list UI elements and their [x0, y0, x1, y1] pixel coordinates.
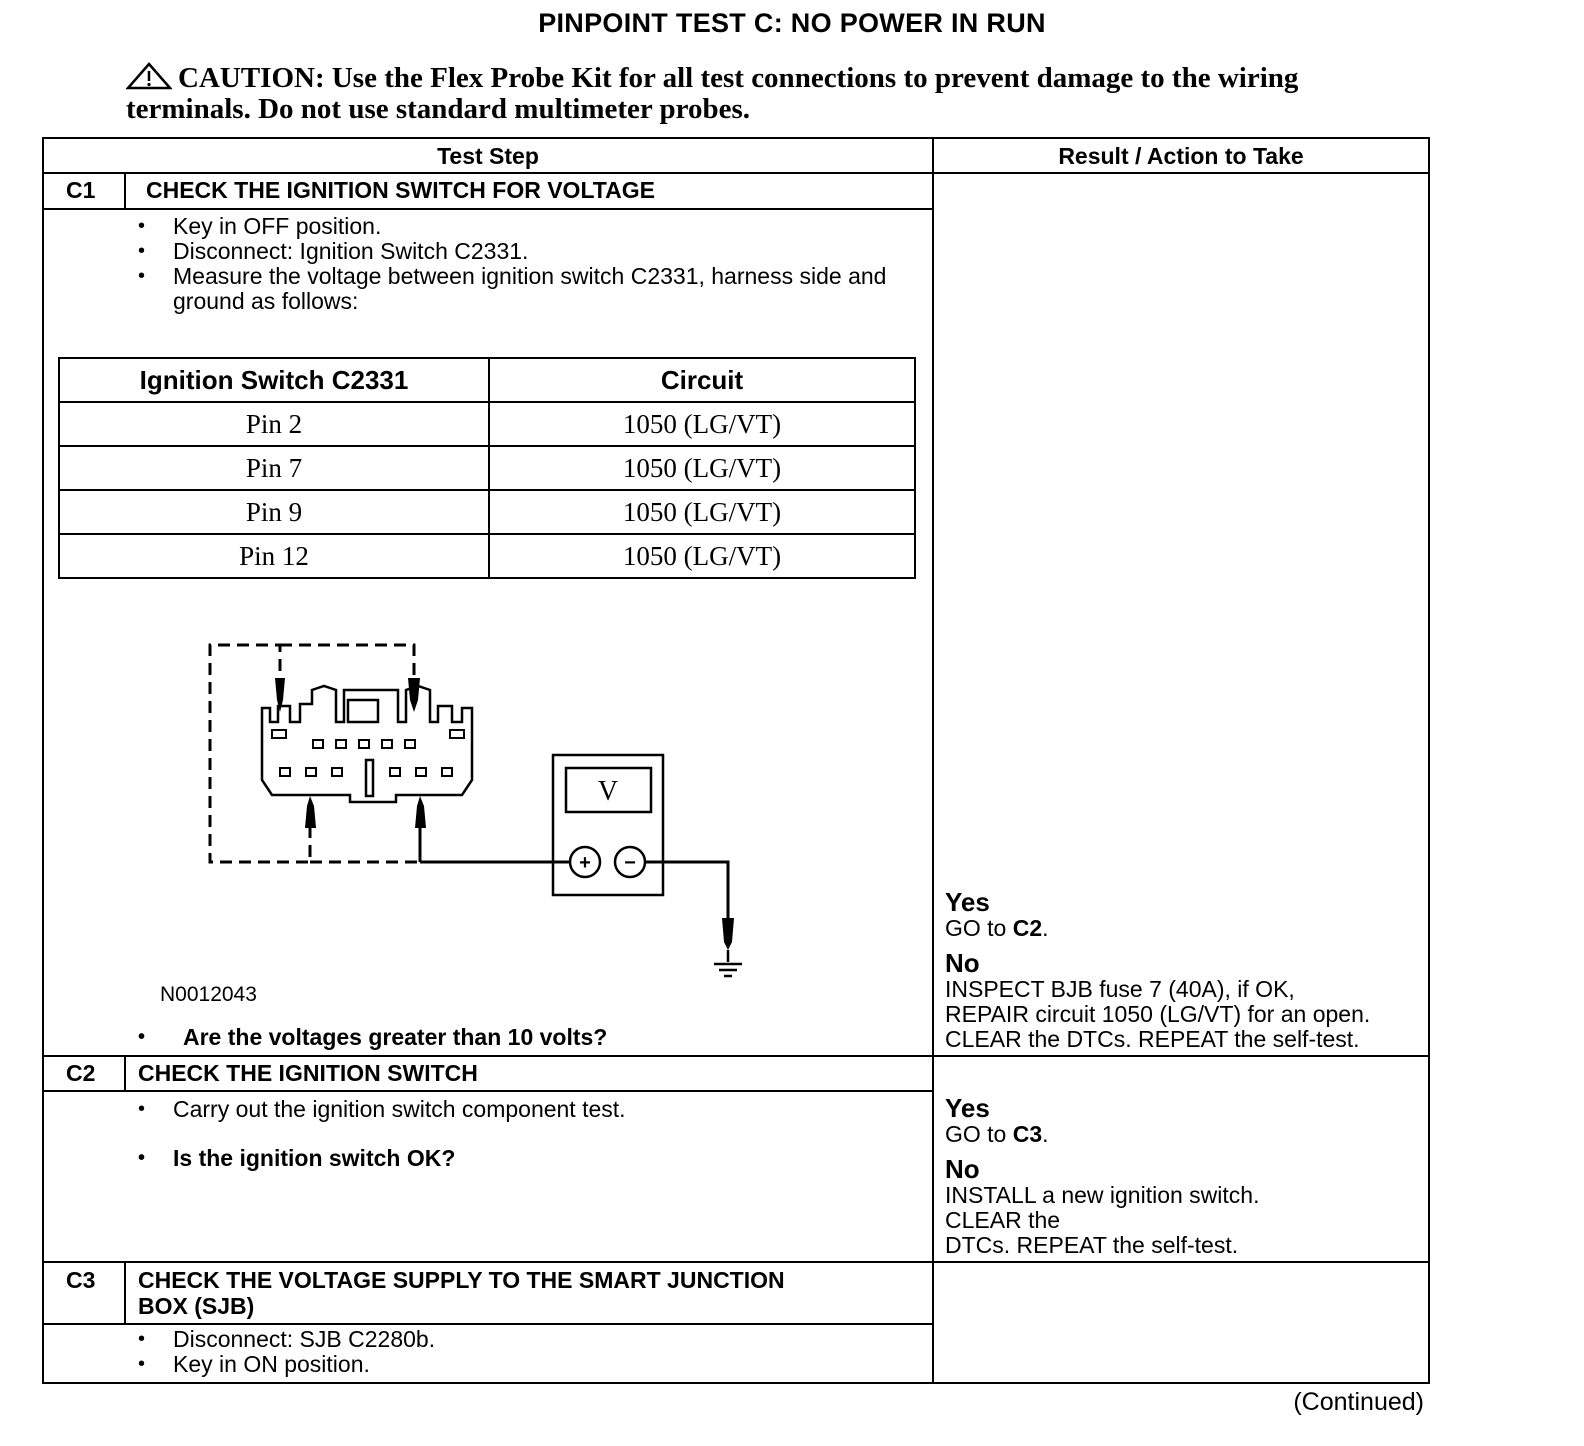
action-item: • Key in ON position.	[138, 1352, 898, 1377]
c3-title-divider	[42, 1323, 933, 1325]
dashed-jumper-lines	[210, 645, 420, 862]
no-label: No	[945, 1154, 980, 1184]
id-divider-c2	[124, 1056, 126, 1092]
pin-cell: Pin 2	[59, 402, 489, 446]
continued-label: (Continued)	[1293, 1388, 1424, 1416]
yes-target: C3	[1012, 1121, 1043, 1147]
no-action-line: REPAIR circuit 1050 (LG/VT) for an open.	[945, 1001, 1371, 1027]
no-label: No	[945, 948, 980, 978]
action-item: • Measure the voltage between ignition switch C2331, harness side and ground as follows:	[138, 264, 898, 314]
step-title-c3	[138, 1267, 785, 1319]
header-test-step: Test Step	[437, 143, 539, 169]
multimeter	[553, 755, 663, 895]
step-id-c3: C3	[66, 1267, 96, 1293]
yes-label: Yes	[945, 1093, 990, 1123]
circuit-cell: 1050 (LG/VT)	[489, 402, 915, 446]
circuit-cell: 1050 (LG/VT)	[489, 490, 915, 534]
step-actions-c2	[138, 1097, 898, 1171]
connector-terminals	[272, 730, 464, 776]
step-id-c1: C1	[66, 177, 96, 203]
column-divider	[932, 137, 934, 1384]
step-actions-c3	[138, 1327, 898, 1377]
c2-title-divider	[42, 1090, 933, 1092]
yes-action: GO to C2.	[945, 915, 1049, 941]
connector-c2331	[262, 686, 472, 802]
header-result-action: Result / Action to Take	[1058, 143, 1304, 169]
yes-action: GO to C3.	[945, 1121, 1049, 1147]
circuit-cell: 1050 (LG/VT)	[489, 446, 915, 490]
meter-display: V	[597, 776, 619, 807]
yes-target: C2	[1012, 915, 1043, 941]
negative-terminal: −	[624, 852, 636, 874]
pin-table-header-circuit: Circuit	[489, 358, 915, 402]
page-title: PINPOINT TEST C: NO POWER IN RUN	[538, 8, 1046, 38]
no-action-line: CLEAR the DTCs. REPEAT the self-test.	[945, 1026, 1360, 1052]
action-item: • Disconnect: Ignition Switch C2331.	[138, 239, 898, 264]
question-item: • Is the ignition switch OK?	[138, 1146, 898, 1171]
caution-note	[126, 62, 1426, 125]
step-title-c1: CHECK THE IGNITION SWITCH FOR VOLTAGE	[146, 177, 655, 203]
no-action-line: INSPECT BJB fuse 7 (40A), if OK,	[945, 976, 1295, 1002]
table-row	[59, 446, 915, 490]
ground-icon	[714, 918, 742, 976]
result-c2	[945, 1094, 1425, 1258]
action-item: • Carry out the ignition switch component test.	[138, 1097, 898, 1122]
c2-c3-divider	[42, 1261, 1430, 1263]
pin-circuit-table	[58, 357, 916, 579]
pin-table-header-connector: Ignition Switch C2331	[59, 358, 489, 402]
no-action-line: CLEAR the	[945, 1207, 1061, 1233]
yes-action-text: GO to	[945, 915, 1013, 941]
step-title-line: CHECK THE VOLTAGE SUPPLY TO THE SMART JUNCTION	[138, 1267, 785, 1293]
table-row	[59, 402, 915, 446]
step-title-c2: CHECK THE IGNITION SWITCH	[138, 1060, 478, 1086]
action-item: • Disconnect: SJB C2280b.	[138, 1327, 898, 1352]
table-row	[59, 534, 915, 578]
voltmeter-connector-diagram	[195, 630, 755, 980]
step-title-line: BOX (SJB)	[138, 1293, 255, 1319]
warning-triangle-icon	[126, 62, 172, 90]
c1-c2-divider	[42, 1055, 1430, 1057]
positive-terminal: +	[579, 852, 591, 874]
yes-label: Yes	[945, 887, 990, 917]
step-actions-c1	[138, 214, 898, 314]
no-action-line: DTCs. REPEAT the self-test.	[945, 1232, 1239, 1258]
no-action-line: INSTALL a new ignition switch.	[945, 1182, 1260, 1208]
figure-id: N0012043	[160, 983, 257, 1006]
id-divider-c1	[124, 173, 126, 210]
action-item: • Key in OFF position.	[138, 214, 898, 239]
circuit-cell: 1050 (LG/VT)	[489, 534, 915, 578]
pin-cell: Pin 7	[59, 446, 489, 490]
step-id-c2: C2	[66, 1060, 96, 1086]
step-question-c1	[138, 1025, 898, 1050]
result-c1	[945, 888, 1425, 1052]
pin-cell: Pin 12	[59, 534, 489, 578]
yes-action-text: GO to	[945, 1121, 1013, 1147]
caution-text: CAUTION: Use the Flex Probe Kit for all test connections to prevent damage to the wiring terminals. Do not use standard multimeter probes.	[126, 62, 1299, 125]
pin-cell: Pin 9	[59, 490, 489, 534]
table-row	[59, 490, 915, 534]
id-divider-c3	[124, 1262, 126, 1324]
c1-title-divider	[42, 208, 933, 210]
question-item: • Are the voltages greater than 10 volts?	[138, 1025, 898, 1050]
